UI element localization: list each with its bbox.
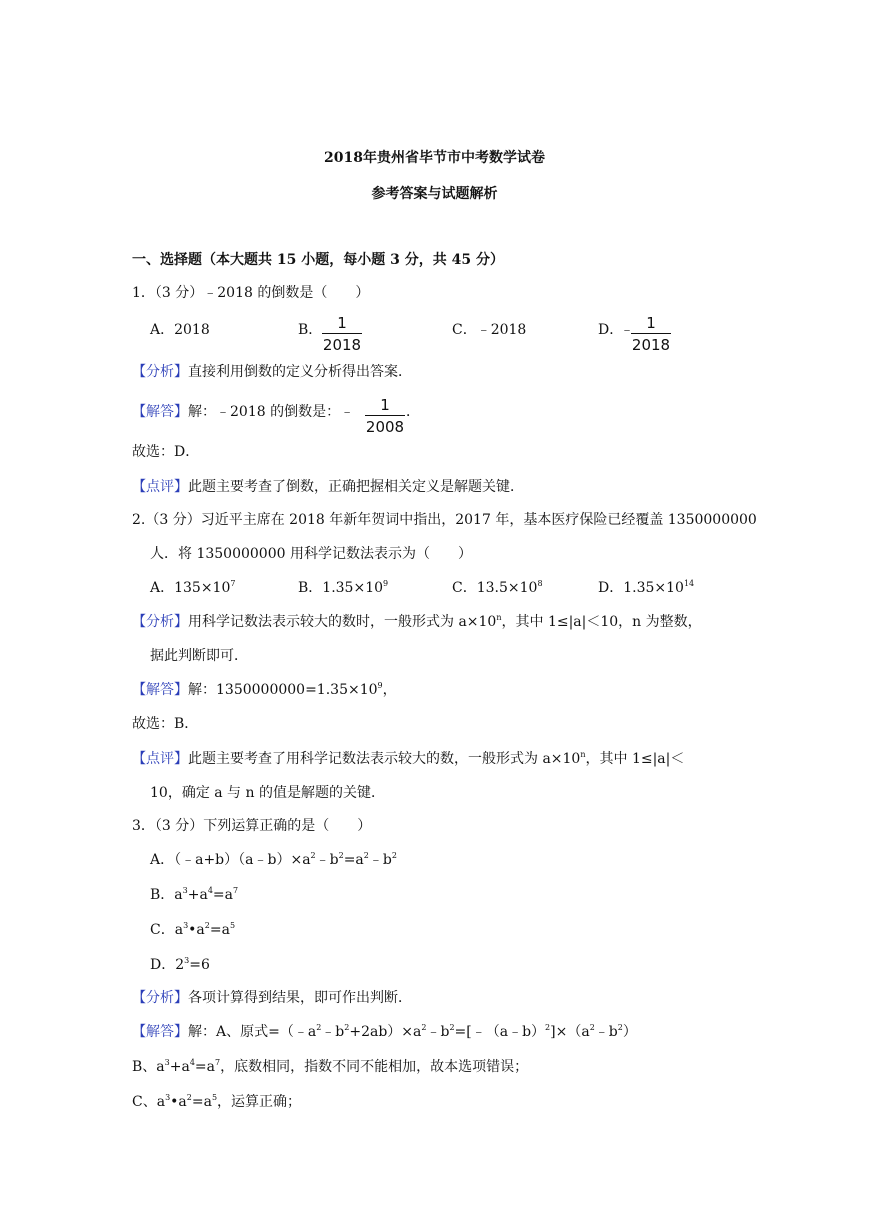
q2-option-b <box>298 578 388 598</box>
q2-choice: 故选：B． <box>132 716 199 732</box>
exponent: 4 <box>189 1058 195 1067</box>
fraction-denominator: 2008 <box>365 418 405 436</box>
option-text: •a <box>188 922 205 938</box>
q3-option-a <box>150 850 397 870</box>
fraction-denominator: 2018 <box>322 336 362 354</box>
exponent: 9 <box>377 681 383 690</box>
solution-text: ﹣b <box>594 1024 618 1040</box>
q3-analysis-text: 各项计算得到结果，即可作出判断． <box>188 990 412 1006</box>
fraction-denominator: 2018 <box>631 336 671 354</box>
q1-option-b-label: B． <box>298 322 323 338</box>
question-2-stem-line2: 人．将 1350000000 用科学记数法表示为（ ） <box>150 546 472 562</box>
solution-text: C、a <box>132 1094 166 1110</box>
exponent: n <box>496 613 502 622</box>
solution-text: ﹣b <box>426 1024 450 1040</box>
exponent: 2 <box>344 1023 350 1032</box>
q2-option-d <box>598 578 694 598</box>
q2-comment <box>132 749 684 769</box>
option-text: =a <box>212 887 233 903</box>
analysis-tag: 【分析】 <box>132 364 188 380</box>
q3-analysis <box>132 988 412 1008</box>
option-text: =a <box>209 922 230 938</box>
q2-option-c <box>452 578 543 598</box>
exponent: 4 <box>207 886 213 895</box>
q1-solution-text: 解：﹣2018 的倒数是：﹣ <box>188 404 355 420</box>
option-text: C．a <box>150 922 184 938</box>
q1-option-d-sign: ﹣ <box>620 322 634 338</box>
q2-comment-text-cont: ，其中 1≤|a|＜ <box>585 751 685 767</box>
exponent: 5 <box>229 921 236 930</box>
exponent: 2 <box>316 1023 322 1032</box>
comment-tag: 【点评】 <box>132 751 188 767</box>
fraction-numerator: 1 <box>380 396 390 414</box>
exponent: 7 <box>232 886 239 895</box>
q2-analysis <box>132 612 702 632</box>
option-text: A．（﹣a+b）（a﹣b）×a <box>150 852 311 868</box>
exponent: 2 <box>186 1093 192 1102</box>
option-text: A．135×10 <box>150 580 231 596</box>
solution-text: =a <box>194 1059 215 1075</box>
q3-solution-line-b <box>132 1057 528 1077</box>
solution-text: ﹣b <box>321 1024 345 1040</box>
q2-analysis-line2: 据此判断即可． <box>150 648 248 664</box>
option-text: +a <box>187 887 208 903</box>
option-text: B．1.35×10 <box>298 580 384 596</box>
option-text: C．13.5×10 <box>452 580 538 596</box>
solution-text: +2ab）×a <box>349 1024 422 1040</box>
option-text: ﹣b <box>315 852 339 868</box>
solution-tag: 【解答】 <box>132 1024 188 1040</box>
q1-solution-suffix: ． <box>406 404 420 420</box>
solution-text: =[﹣（a﹣b） <box>454 1024 546 1040</box>
exponent: 2 <box>338 851 344 860</box>
exponent: 7 <box>230 579 236 588</box>
exponent: 8 <box>537 579 543 588</box>
exponent: 3 <box>182 886 188 895</box>
q1-option-d-label: D． <box>598 322 624 338</box>
solution-text: +a <box>169 1059 190 1075</box>
exponent: 2 <box>421 1023 427 1032</box>
q2-solution <box>132 680 397 700</box>
q3-option-d <box>150 955 210 975</box>
q1-comment <box>132 477 524 497</box>
option-text: D．1.35×10 <box>598 580 684 596</box>
solution-tag: 【解答】 <box>132 404 188 420</box>
q1-comment-text: 此题主要考查了倒数，正确把握相关定义是解题关键． <box>188 479 524 495</box>
q2-analysis-text: 用科学记数法表示较大的数时，一般形式为 a×10 <box>188 614 497 630</box>
option-text: D．2 <box>150 957 185 973</box>
solution-text: =a <box>191 1094 212 1110</box>
exponent: 2 <box>363 851 369 860</box>
solution-text: 解：A、原式=（﹣a <box>188 1024 317 1040</box>
q3-option-c <box>150 920 235 940</box>
exponent: n <box>580 750 586 759</box>
q1-option-b-fraction <box>322 314 362 354</box>
fraction-bar <box>365 415 405 416</box>
section-heading: 一、选择题（本大题共 15 小题，每小题 3 分，共 45 分） <box>132 252 504 268</box>
q2-comment-line2: 10，确定 a 与 n 的值是解题的关键． <box>150 785 385 801</box>
exponent: 7 <box>214 1058 221 1067</box>
solution-text: ） <box>622 1024 637 1040</box>
q1-solution-fraction <box>365 396 405 436</box>
solution-text: ]×（a <box>550 1024 590 1040</box>
q2-comment-text: 此题主要考查了用科学记数法表示较大的数，一般形式为 a×10 <box>188 751 581 767</box>
exponent: 2 <box>449 1023 455 1032</box>
solution-text: •a <box>170 1094 187 1110</box>
q2-option-a <box>150 578 235 598</box>
fraction-numerator: 1 <box>646 314 656 332</box>
exponent: 9 <box>383 579 389 588</box>
solution-tag: 【解答】 <box>132 682 188 698</box>
solution-text: ，底数相同，指数不同不能相加，故本选项错误； <box>220 1059 529 1075</box>
exponent: 2 <box>391 851 397 860</box>
q2-solution-text: 解：1350000000=1.35×10 <box>188 682 378 698</box>
q2-analysis-text-cont: ，其中 1≤|a|＜10，n 为整数， <box>501 614 702 630</box>
solution-text: B、a <box>132 1059 165 1075</box>
question-3-stem: 3．（3 分）下列运算正确的是（ ） <box>132 818 372 834</box>
q1-solution <box>132 402 354 422</box>
q3-solution <box>132 1022 637 1042</box>
exponent: 3 <box>164 1058 170 1067</box>
option-text: =6 <box>189 957 210 973</box>
q1-choice: 故选：D． <box>132 444 200 460</box>
exponent: 3 <box>165 1093 171 1102</box>
fraction-bar <box>322 333 362 334</box>
page-title: 2018年贵州省毕节市中考数学试卷 <box>324 150 545 166</box>
analysis-tag: 【分析】 <box>132 990 188 1006</box>
q3-option-b <box>150 885 238 905</box>
analysis-tag: 【分析】 <box>132 614 188 630</box>
fraction-numerator: 1 <box>337 314 347 332</box>
q1-option-c: C．﹣2018 <box>452 322 527 338</box>
question-2-stem-line1: 2.（3 分）习近平主席在 2018 年新年贺词中指出，2017 年，基本医疗保险已经覆盖 1350000000 <box>132 512 757 528</box>
exponent: 14 <box>683 579 695 588</box>
q1-analysis <box>132 362 412 382</box>
q1-option-d-fraction <box>631 314 671 354</box>
option-text: ﹣b <box>368 852 392 868</box>
page-subtitle: 参考答案与试题解析 <box>371 186 498 202</box>
option-text: =a <box>343 852 364 868</box>
exponent: 2 <box>204 921 210 930</box>
q1-option-a: A．2018 <box>150 322 210 338</box>
exponent: 3 <box>184 956 190 965</box>
exponent: 2 <box>617 1023 623 1032</box>
exponent: 2 <box>545 1023 551 1032</box>
exponent: 3 <box>183 921 189 930</box>
exponent: 2 <box>589 1023 595 1032</box>
comment-tag: 【点评】 <box>132 479 188 495</box>
option-text: B．a <box>150 887 183 903</box>
exponent: 2 <box>310 851 316 860</box>
exponent: 5 <box>211 1093 218 1102</box>
question-1-stem: 1．（3 分）﹣2018 的倒数是（ ） <box>132 285 370 301</box>
q3-solution-line-c <box>132 1092 301 1112</box>
solution-text: ，运算正确； <box>217 1094 302 1110</box>
fraction-bar <box>631 333 671 334</box>
punctuation: ， <box>382 682 397 698</box>
q1-analysis-text: 直接利用倒数的定义分析得出答案． <box>188 364 412 380</box>
